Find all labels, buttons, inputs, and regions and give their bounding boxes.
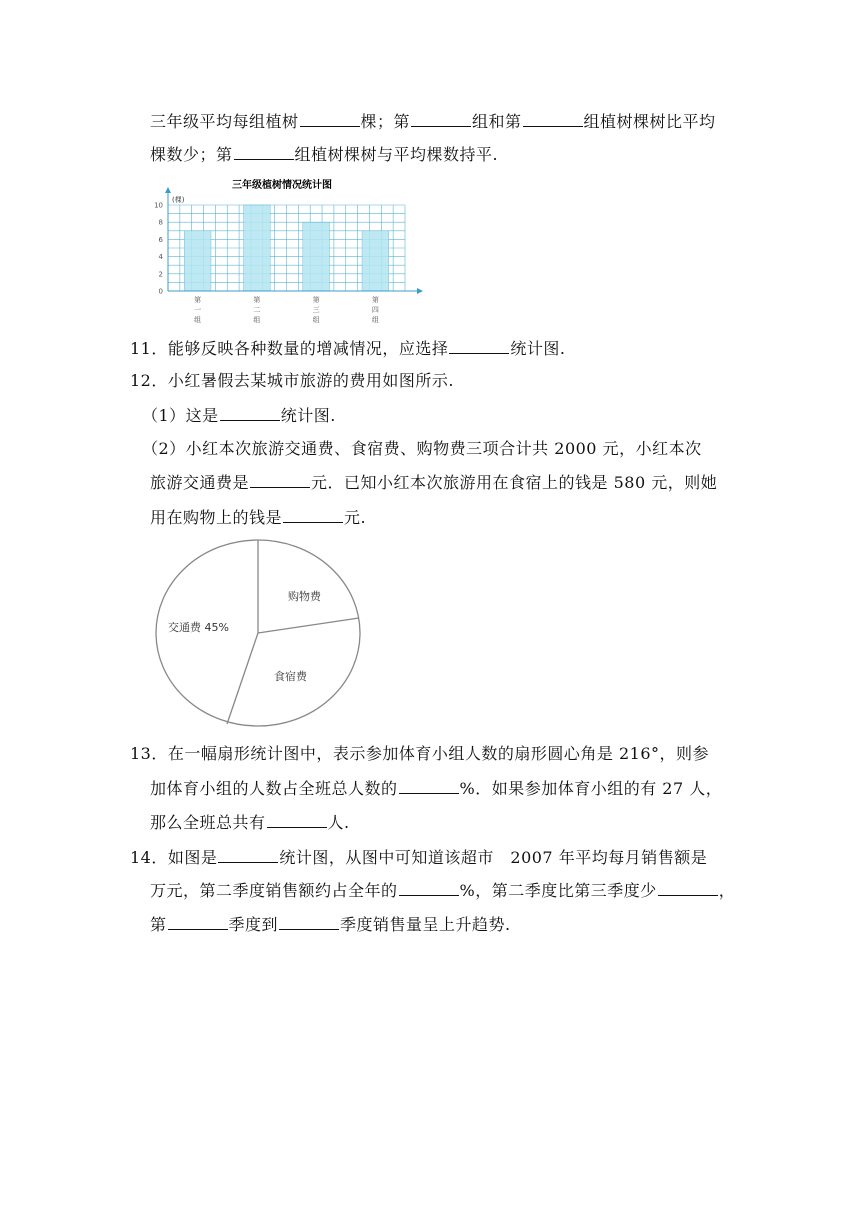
- question-number: 11．: [130, 339, 168, 358]
- bar-chart-svg: [150, 175, 430, 330]
- y-tick-label: 0: [158, 287, 163, 296]
- x-tick-label: 组: [371, 316, 379, 324]
- text: 元.: [344, 508, 367, 527]
- answer-blank[interactable]: [399, 776, 459, 794]
- text: 季度到: [228, 915, 279, 934]
- answer-blank[interactable]: [411, 109, 471, 127]
- q12-part1: [142, 403, 336, 428]
- y-tick-label: 4: [158, 253, 163, 262]
- question-number: 13．: [130, 744, 168, 763]
- x-tick-label: 组: [253, 316, 261, 324]
- x-tick-label: 组: [194, 316, 202, 324]
- text: ，: [718, 881, 736, 900]
- pie-chart: [150, 538, 370, 733]
- pie-chart-svg: [150, 538, 370, 733]
- x-tick-label: 第: [253, 296, 261, 304]
- text: 棵；第: [360, 112, 411, 131]
- answer-blank[interactable]: [279, 912, 339, 930]
- text: 万元，第二季度销售额约占全年的: [150, 881, 398, 900]
- bar: [362, 231, 389, 291]
- text: %，第二季度比第三季度少: [459, 881, 657, 900]
- x-tick-label: 一: [194, 306, 202, 314]
- text: 小红暑假去某城市旅游的费用如图所示.: [167, 371, 454, 390]
- answer-blank[interactable]: [218, 845, 278, 863]
- y-tick-label: 10: [154, 201, 163, 210]
- x-tick-label: 四: [371, 306, 379, 314]
- text: 那么全班总共有: [150, 813, 266, 832]
- x-tick-label: 组: [312, 316, 320, 324]
- text: 棵数少；第: [150, 145, 233, 164]
- text: 统计图.: [280, 406, 336, 425]
- x-axis-arrow: [417, 288, 423, 294]
- text: 三年级平均每组植树: [150, 112, 299, 131]
- text: 组植树棵树与平均棵数持平.: [294, 145, 499, 164]
- q14-line1: [130, 845, 707, 870]
- question-number: 14．: [130, 848, 168, 867]
- bar: [244, 205, 271, 291]
- text: 元．已知小红本次旅游用在食宿上的钱是 580 元，则她: [311, 473, 718, 492]
- x-tick-label: 第: [312, 296, 320, 304]
- q13-line2: [150, 776, 722, 801]
- answer-blank[interactable]: [250, 470, 310, 488]
- text: （2）小红本次旅游交通费、食宿费、购物费三项合计共 2000 元，小红本次: [142, 439, 702, 458]
- text: 人.: [327, 813, 350, 832]
- pie-slice-label: 购物费: [288, 590, 321, 603]
- answer-blank[interactable]: [267, 810, 327, 828]
- q12-part2-line2: [150, 470, 717, 495]
- text: 如图是: [167, 848, 218, 867]
- y-tick-label: 8: [158, 218, 163, 227]
- answer-blank[interactable]: [234, 142, 294, 160]
- text: 旅游交通费是: [150, 473, 250, 492]
- text: 组植树棵树比平均: [583, 112, 716, 131]
- text: 在一幅扇形统计图中，表示参加体育小组人数的扇形圆心角是 216°，则参: [167, 744, 710, 763]
- text: 加体育小组的人数占全班总人数的: [150, 779, 398, 798]
- text: 用在购物上的钱是: [150, 508, 283, 527]
- q14-line3: [150, 912, 511, 937]
- answer-blank[interactable]: [300, 109, 360, 127]
- answer-blank[interactable]: [399, 878, 459, 896]
- y-axis-label: (棵): [172, 196, 185, 204]
- pie-slice-label: 食宿费: [274, 670, 307, 683]
- x-tick-label: 第: [194, 296, 202, 304]
- q12-part2-line3: [150, 505, 366, 530]
- bar: [184, 231, 211, 291]
- answer-blank[interactable]: [523, 109, 583, 127]
- q13-line1: [130, 742, 709, 766]
- text: 统计图，从图中可知道该超市 2007 年平均每月销售额是: [279, 848, 708, 867]
- chart-title: 三年级植树情况统计图: [232, 180, 332, 191]
- q11: [130, 336, 565, 361]
- text: 组和第: [472, 112, 522, 131]
- question-number: 12．: [130, 371, 168, 390]
- x-tick-label: 三: [312, 306, 320, 314]
- answer-blank[interactable]: [168, 912, 228, 930]
- y-axis-arrow: [165, 187, 171, 193]
- q10-line1: [150, 109, 716, 134]
- x-tick-label: 第: [371, 296, 379, 304]
- text: 第: [150, 915, 167, 934]
- bar: [303, 222, 330, 291]
- y-tick-label: 2: [158, 270, 163, 279]
- text: 季度销售量呈上升趋势.: [340, 915, 511, 934]
- text: %．如果参加体育小组的有 27 人，: [459, 779, 723, 798]
- pie-slice-label: 交通费 45%: [168, 621, 229, 634]
- q13-line3: [150, 810, 350, 835]
- q12-intro: [130, 369, 454, 393]
- bar-chart: [150, 175, 430, 330]
- q10-line2: [150, 142, 498, 167]
- answer-blank[interactable]: [220, 403, 280, 421]
- y-tick-label: 6: [158, 235, 163, 244]
- text: 能够反映各种数量的增减情况，应选择: [167, 339, 449, 358]
- text: 统计图.: [510, 339, 566, 358]
- answer-blank[interactable]: [658, 878, 718, 896]
- answer-blank[interactable]: [449, 336, 509, 354]
- answer-blank[interactable]: [283, 505, 343, 523]
- q14-line2: [150, 878, 735, 903]
- text: （1）这是: [142, 406, 219, 425]
- x-tick-label: 二: [253, 306, 261, 314]
- q12-part2-line1: [142, 437, 702, 461]
